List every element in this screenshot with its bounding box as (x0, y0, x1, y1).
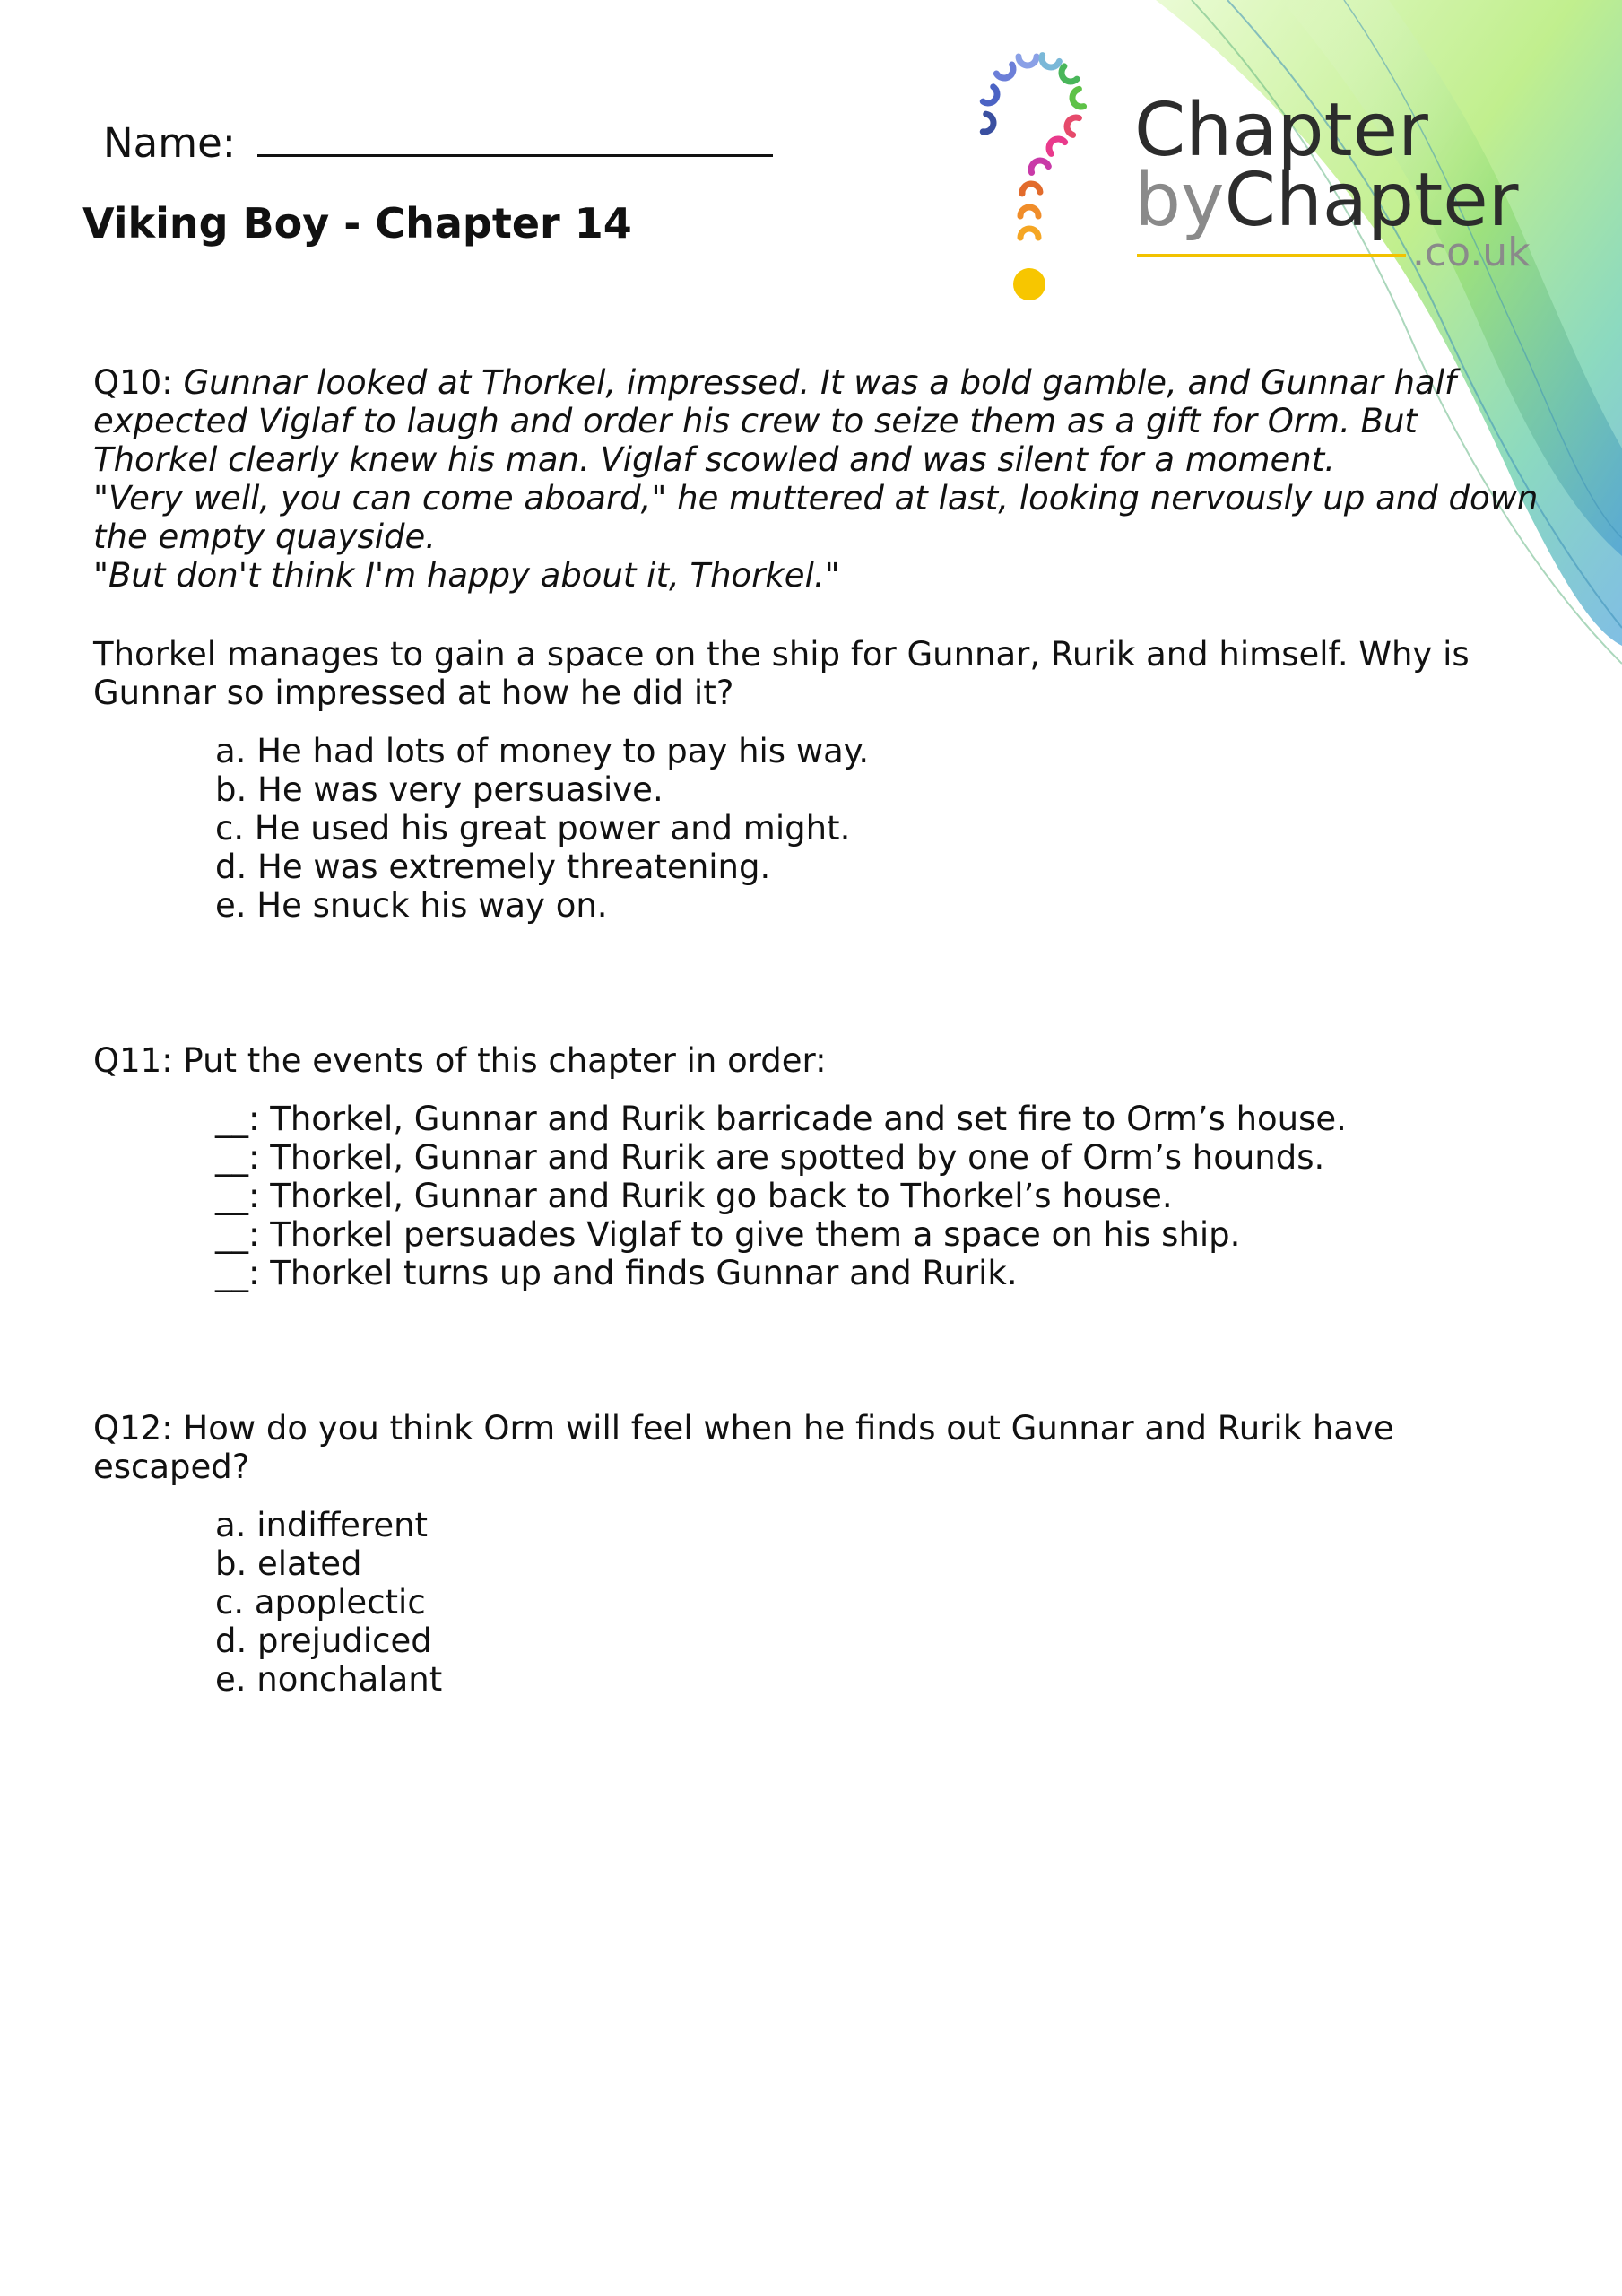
q12-option-d[interactable]: d. prejudiced (215, 1622, 432, 1660)
logo-underline (1137, 254, 1406, 257)
q11-event[interactable]: __: Thorkel persuades Viglaf to give them a space on his ship. (215, 1215, 1241, 1254)
q10-options (215, 732, 1546, 925)
q12-option-c[interactable]: c. apoplectic (215, 1583, 426, 1622)
worksheet-content (93, 363, 1546, 1699)
logo-text-by: by (1134, 158, 1225, 243)
chapter-by-chapter-logo (959, 49, 1533, 318)
q12-question: Q12: How do you think Orm will feel when he finds out Gunnar and Rurik have escaped? (93, 1409, 1394, 1486)
name-blank-line[interactable] (257, 115, 773, 157)
worksheet-title: Viking Boy - Chapter 14 (82, 199, 632, 248)
q11-event[interactable]: __: Thorkel turns up and finds Gunnar and Rurik. (215, 1254, 1018, 1292)
name-label: Name: (103, 119, 236, 167)
logo-text-chapter: Chapter (1134, 88, 1428, 173)
q10-passage-line: "But don't think I'm happy about it, Thorkel." (93, 556, 840, 595)
q12-option-e[interactable]: e. nonchalant (215, 1660, 443, 1699)
q10-passage-line: "Very well, you can come aboard," he muttered at last, looking nervously up and down the empty quayside. (93, 479, 1539, 556)
q10-option-c[interactable]: c. He used his great power and might. (215, 809, 851, 848)
question-10 (93, 363, 1546, 925)
q10-option-b[interactable]: b. He was very persuasive. (215, 770, 664, 809)
question-11 (93, 1041, 1546, 1292)
q10-option-a[interactable]: a. He had lots of money to pay his way. (215, 732, 870, 770)
q11-event[interactable]: __: Thorkel, Gunnar and Rurik barricade and set fire to Orm’s house. (215, 1100, 1347, 1138)
q11-event[interactable]: __: Thorkel, Gunnar and Rurik are spotted by one of Orm’s hounds. (215, 1138, 1325, 1177)
q11-events (215, 1100, 1546, 1292)
book-question-mark-icon (959, 49, 1121, 318)
q12-options (215, 1506, 1546, 1699)
q10-label: Q10: (93, 363, 173, 402)
q12-option-b[interactable]: b. elated (215, 1544, 362, 1583)
q11-event[interactable]: __: Thorkel, Gunnar and Rurik go back to Thorkel’s house. (215, 1177, 1173, 1215)
q10-option-e[interactable]: e. He snuck his way on. (215, 886, 608, 925)
q12-option-a[interactable]: a. indifferent (215, 1506, 429, 1544)
q10-passage (93, 363, 1546, 479)
logo-text-by-chapter (1134, 158, 1519, 243)
q10-question: Thorkel manages to gain a space on the ship for Gunnar, Rurik and himself. Why is Gunnar so impressed at how he did it? (93, 635, 1470, 712)
logo-text-chapter-2: Chapter (1224, 158, 1519, 243)
q11-question: Q11: Put the events of this chapter in order: (93, 1041, 827, 1080)
question-12 (93, 1409, 1546, 1699)
q10-option-d[interactable]: d. He was extremely threatening. (215, 848, 771, 886)
logo-text-domain: .co.uk (1412, 230, 1531, 275)
q10-passage-first: Gunnar looked at Thorkel, impressed. It was a bold gamble, and Gunnar half expected Viglaf to laugh and order his crew to seize them as a gift for Orm. But Thorkel clearly knew his man. Viglaf scowled and was silent for a moment. (93, 363, 1457, 479)
name-field-row (103, 115, 773, 167)
